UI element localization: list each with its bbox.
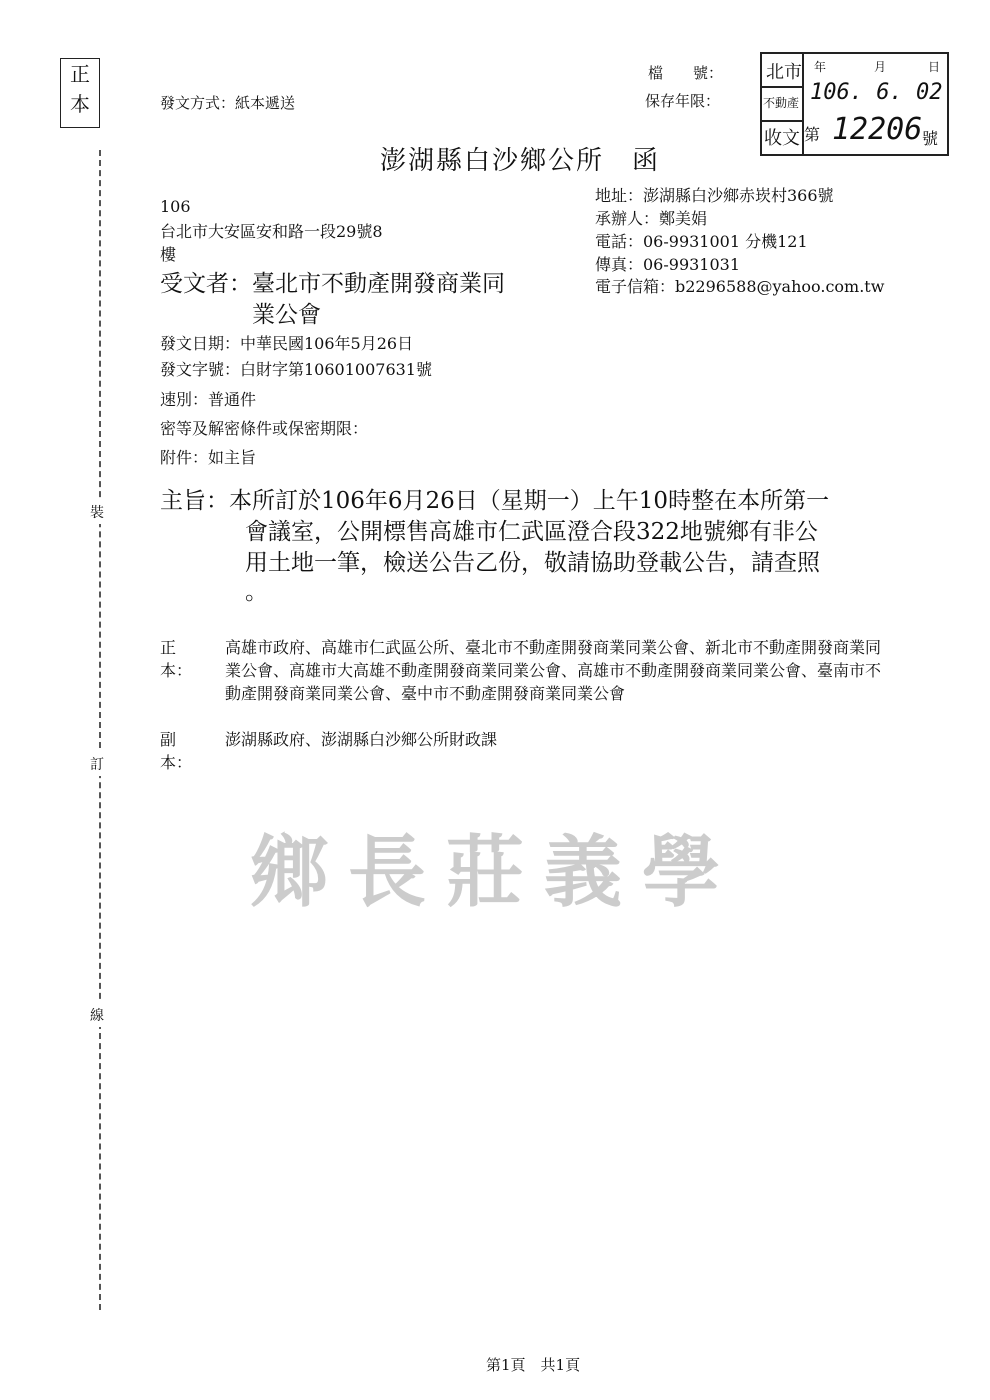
recipient-address-line2: 樓 — [160, 245, 177, 264]
attachment: 附件：如主旨 — [160, 448, 257, 467]
binding-mark-line: 線 — [90, 1003, 104, 1027]
recipient-line1: 受文者：臺北市不動產開發商業同 — [160, 271, 505, 297]
issue-date: 發文日期：中華民國106年5月26日 — [160, 334, 414, 353]
corner-char-1: 正 — [70, 62, 90, 86]
binding-mark-bind: 裝 — [90, 500, 104, 524]
stamp-date: 106. 6. 02 — [810, 80, 943, 105]
subject-line3: 用土地一筆，檢送公告乙份，敬請協助登載公告，請查照 — [245, 550, 820, 576]
speed-class: 速別：普通件 — [160, 390, 257, 409]
binding-line — [99, 150, 101, 1310]
stamp-year-mark: 年 — [814, 60, 827, 74]
seal-text: 鄉長莊義學 — [250, 827, 741, 918]
sender-email: 電子信箱：b2296588@yahoo.com.tw — [595, 277, 885, 296]
receipt-stamp — [760, 52, 949, 156]
official-seal — [250, 810, 740, 922]
postal-code: 106 — [160, 197, 191, 216]
stamp-day-mark: 日 — [928, 60, 941, 74]
document-title: 澎湖縣白沙鄉公所 函 — [380, 146, 661, 176]
page-footer: 第1頁 共1頁 — [486, 1356, 581, 1374]
stamp-org-line3: 收文 — [764, 128, 800, 149]
stamp-no-prefix: 第 — [804, 125, 821, 144]
stamp-month-mark: 月 — [874, 60, 887, 74]
stamp-no-suffix: 號 — [922, 129, 939, 148]
issue-number: 發文字號：白財字第10601007631號 — [160, 360, 432, 379]
corner-char-2: 本 — [70, 92, 90, 116]
sender-address: 地址：澎湖縣白沙鄉赤崁村366號 — [595, 186, 834, 205]
original-copy-mark — [60, 58, 100, 128]
main-copy-label: 正本： — [160, 638, 193, 680]
carbon-copy-label: 副本： — [160, 730, 193, 772]
send-method: 發文方式：紙本遞送 — [160, 94, 296, 112]
main-copy-recipients: 高雄市政府、高雄市仁武區公所、臺北市不動產開發商業同業公會、新北市不動產開發商業同業公會、高雄市大高雄不動產開發商業同業公會、高雄市不動產開發商業同業公會、臺南市不動產開發商業同業公會、臺中市不動產開發商業同業公會 — [225, 638, 882, 703]
subject-line1: 主旨：本所訂於106年6月26日（星期一）上午10時整在本所第一 — [160, 488, 830, 514]
sender-phone: 電話：06-9931001 分機121 — [595, 232, 808, 251]
subject-line4: 。 — [245, 579, 268, 605]
sender-fax: 傳真：06-9931031 — [595, 255, 741, 274]
carbon-copy-recipients: 澎湖縣政府、澎湖縣白沙鄉公所財政課 — [225, 730, 498, 749]
stamp-org-line2: 不動產 — [763, 96, 800, 110]
subject-line2: 會議室，公開標售高雄市仁武區澄合段322地號鄉有非公 — [245, 519, 818, 545]
stamp-org-line1: 北市 — [766, 62, 802, 83]
sender-handler: 承辦人：鄭美娟 — [595, 209, 708, 228]
secrecy-level: 密等及解密條件或保密期限： — [160, 419, 369, 438]
stamp-number: 12206 — [832, 112, 923, 147]
retention-label: 保存年限： — [645, 92, 721, 110]
recipient-address-line1: 台北市大安區安和路一段29號8 — [160, 222, 383, 241]
file-number-label: 檔 號： — [648, 64, 724, 82]
binding-mark-staple: 訂 — [90, 752, 104, 776]
recipient-line2: 業公會 — [252, 302, 321, 328]
